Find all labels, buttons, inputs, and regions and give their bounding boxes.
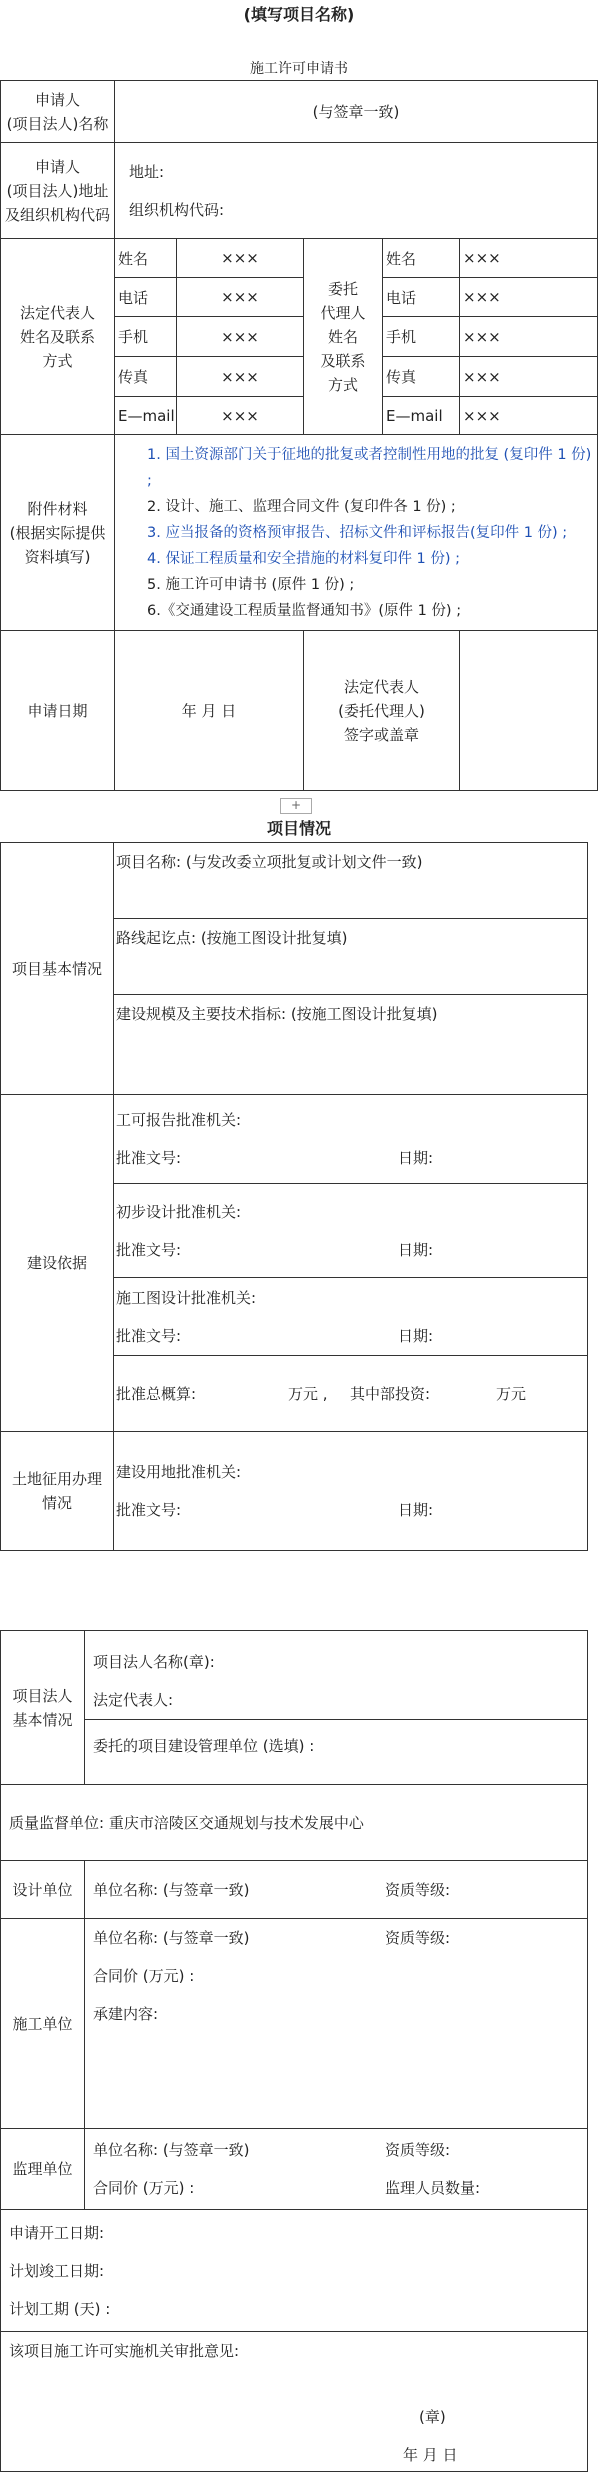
address-label: 地址: — [129, 162, 165, 181]
prelim-cell[interactable] — [114, 1184, 588, 1278]
attachments-list — [115, 435, 598, 631]
construction-unit-cell[interactable]: 单位名称: (与签章一致) 资质等级: 合同价 (万元) : 承建内容: — [85, 1919, 588, 2129]
applicant-name-value[interactable]: (与签章一致) — [115, 81, 598, 143]
land-cell[interactable] — [114, 1432, 588, 1551]
prelim-docno: 批准文号: 日期: — [116, 1240, 434, 1259]
budget-cell[interactable]: 批准总概算: 万元 , 其中部投资: 万元 — [114, 1356, 588, 1432]
prelim-label: 初步设计批准机关: — [116, 1202, 242, 1221]
agent-phone-value[interactable]: ××× — [460, 278, 598, 317]
legal-phone-value[interactable]: ××× — [177, 278, 304, 317]
feasibility-label: 工可报告批准机关: — [116, 1111, 242, 1129]
legal-fax-label: 传真 — [115, 357, 177, 397]
agent-fax-value[interactable]: ××× — [460, 357, 598, 397]
attachment-item: 2. 设计、施工、监理合同文件 (复印件各 1 份) ; — [147, 498, 456, 515]
approval-date: 年 月 日 — [403, 2446, 458, 2464]
owner-cell[interactable] — [85, 1631, 588, 1785]
investment-label: 其中部投资: — [350, 1385, 431, 1403]
opinion-label: 该项目施工许可实施机关审批意见: — [9, 2342, 240, 2360]
land-approval-label: 建设用地批准机关: — [116, 1463, 242, 1481]
owner-rep: 法定代表人: — [93, 1691, 174, 1709]
apply-date-label: 申请日期 — [1, 631, 115, 791]
owner-name: 项目法人名称(章): — [93, 1653, 215, 1671]
applicant-name-label: 申请人 (项目法人)名称 — [1, 81, 115, 143]
org-code-label: 组织机构代码: — [129, 200, 225, 219]
attachment-item: 5. 施工许可申请书 (原件 1 份) ; — [147, 576, 355, 593]
owner-agent: 委托的项目建设管理单位 (选填) : — [85, 1719, 587, 1772]
feasibility-docno: 批准文号: 日期: — [116, 1149, 434, 1167]
attachment-item: 4. 保证工程质量和安全措施的材料复印件 1 份) ; — [147, 550, 461, 567]
approval-opinion-cell[interactable] — [1, 2332, 588, 2472]
legal-email-value[interactable]: ××× — [177, 397, 304, 435]
legal-name-label: 姓名 — [115, 239, 177, 278]
legal-fax-value[interactable]: ××× — [177, 357, 304, 397]
scale-cell[interactable]: 建设规模及主要技术指标: (按施工图设计批复填) — [114, 995, 588, 1095]
duration: 计划工期 (天) : — [9, 2299, 111, 2318]
design-unit-label: 设计单位 — [1, 1861, 85, 1919]
supervision-unit-cell[interactable]: 单位名称: (与签章一致) 资质等级: 合同价 (万元) : 监理人员数量: — [85, 2129, 588, 2210]
attachment-item: 6.《交通建设工程质量监督通知书》(原件 1 份) ; — [147, 602, 462, 619]
legal-mobile-value[interactable]: ××× — [177, 317, 304, 357]
schedule-cell[interactable] — [1, 2210, 588, 2332]
agent-mobile-value[interactable]: ××× — [460, 317, 598, 357]
feasibility-cell[interactable] — [114, 1095, 588, 1184]
agent-mobile-label: 手机 — [383, 317, 460, 357]
basic-info-label: 项目基本情况 — [1, 843, 114, 1095]
agent-label: 委托 代理人 姓名 及联系 方式 — [304, 239, 383, 435]
section-title: 项目情况 — [266, 819, 331, 838]
attachment-item: 1. 国土资源部门关于征地的批复或者控制性用地的批复 (复印件 1 份) ; — [147, 446, 592, 489]
applicant-address-label: 申请人 (项目法人)地址 及组织机构代码 — [1, 143, 115, 239]
design-approval-docno: 批准文号: 日期: — [116, 1326, 434, 1345]
legal-rep-label: 法定代表人 姓名及联系 方式 — [1, 239, 115, 435]
end-date: 计划竣工日期: — [9, 2261, 105, 2280]
document-subtitle: 施工许可申请书 — [250, 61, 348, 77]
attachment-item: 3. 应当报备的资格预审报告、招标文件和评标报告(复印件 1 份) ; — [147, 524, 568, 541]
signature-cell[interactable] — [460, 631, 598, 791]
apply-date-value[interactable]: 年 月 日 — [115, 631, 304, 791]
supervision-unit-label: 监理单位 — [1, 2129, 85, 2210]
land-label: 土地征用办理 情况 — [1, 1432, 114, 1551]
basis-label: 建设依据 — [1, 1095, 114, 1432]
agent-email-label: E—mail — [383, 397, 460, 435]
start-date: 申请开工日期: — [9, 2223, 105, 2242]
legal-name-value[interactable]: ××× — [177, 239, 304, 278]
land-docno: 批准文号: 日期: — [116, 1501, 434, 1519]
agent-phone-label: 电话 — [383, 278, 460, 317]
route-cell[interactable]: 路线起讫点: (按施工图设计批复填) — [114, 919, 588, 995]
application-form-table — [0, 80, 598, 791]
applicant-address-cell[interactable] — [115, 143, 598, 239]
design-unit-cell[interactable]: 单位名称: (与签章一致) 资质等级: — [85, 1861, 588, 1919]
legal-mobile-label: 手机 — [115, 317, 177, 357]
construction-unit-label: 施工单位 — [1, 1919, 85, 2129]
project-info-table — [0, 842, 588, 1551]
owner-label: 项目法人 基本情况 — [1, 1631, 85, 1785]
signature-label: 法定代表人 (委托代理人) 签字或盖章 — [304, 631, 460, 791]
agent-email-value[interactable]: ××× — [460, 397, 598, 435]
project-parties-table — [0, 1630, 588, 2472]
legal-email-label: E—mail — [115, 397, 177, 435]
design-approval-label: 施工图设计批准机关: — [116, 1288, 257, 1307]
add-table-handle[interactable]: + — [280, 798, 312, 814]
project-name-cell[interactable]: 项目名称: (与发改委立项批复或计划文件一致) — [114, 843, 588, 919]
document-title: (填写项目名称) — [243, 5, 355, 24]
legal-phone-label: 电话 — [115, 278, 177, 317]
agent-name-label: 姓名 — [383, 239, 460, 278]
seal-label: (章) — [419, 2408, 446, 2426]
attachments-label: 附件材料 (根据实际提供 资料填写) — [1, 435, 115, 631]
quality-unit-cell[interactable]: 质量监督单位: 重庆市涪陵区交通规划与技术发展中心 — [1, 1785, 588, 1861]
design-approval-cell[interactable] — [114, 1278, 588, 1356]
budget-label: 批准总概算: — [116, 1385, 197, 1403]
agent-fax-label: 传真 — [383, 357, 460, 397]
agent-name-value[interactable]: ××× — [460, 239, 598, 278]
